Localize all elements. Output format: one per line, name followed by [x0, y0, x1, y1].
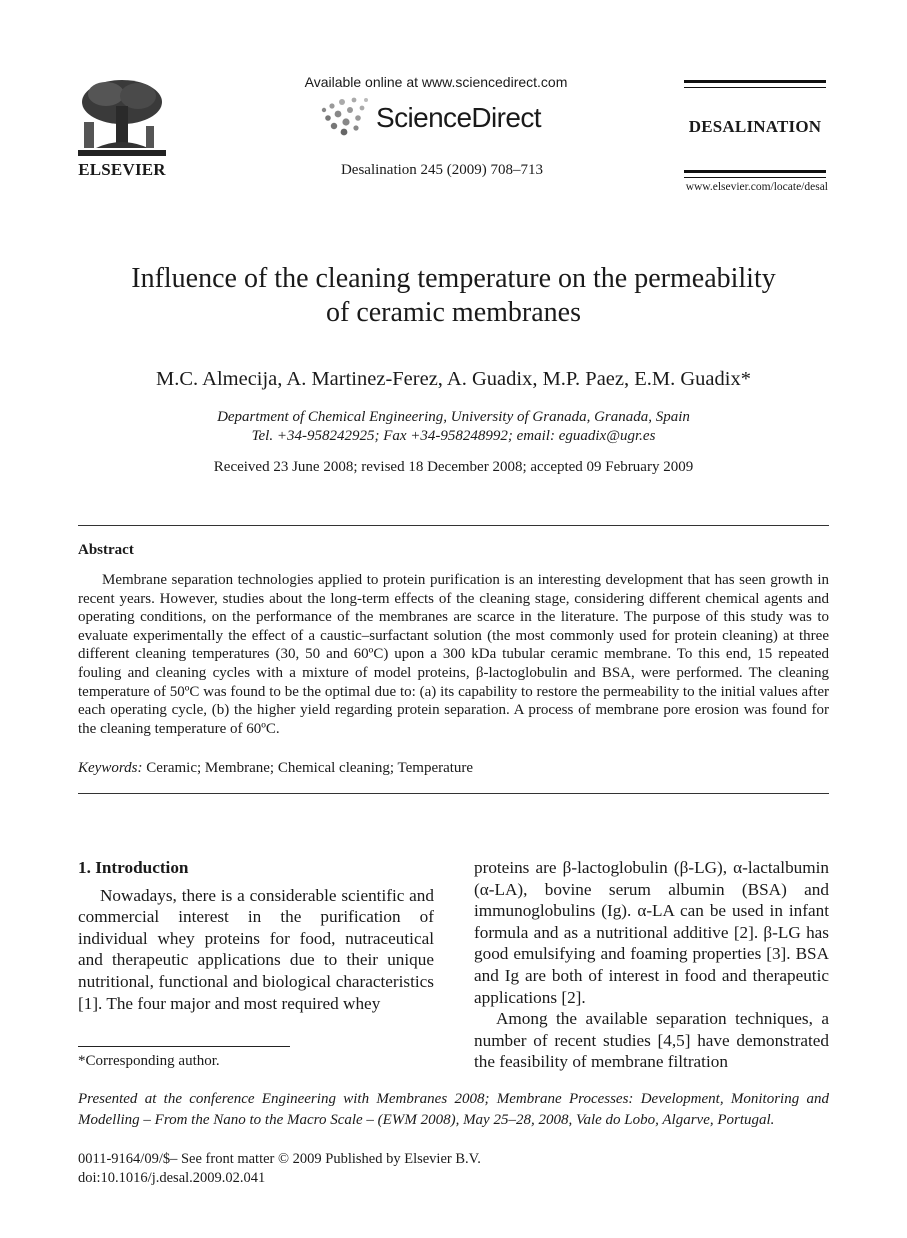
issn-line: 0011-9164/09/$– See front matter © 2009 Published by Elsevier B.V.	[78, 1151, 481, 1167]
footnote-rule	[78, 1046, 290, 1047]
journal-rule	[684, 177, 826, 178]
doi-link[interactable]: doi:10.1016/j.desal.2009.02.041	[78, 1169, 266, 1186]
right-column	[474, 857, 829, 1073]
article-title	[70, 262, 837, 330]
body-paragraph: Nowadays, there is a considerable scientific and commercial interest in the purification of individual whey proteins for food, nutraceutical and therapeutic applications due to their unique nutritional, functional and biological characteristics [1]. The four major and most required whey	[78, 885, 434, 1013]
journal-rule	[684, 80, 826, 83]
sciencedirect-wordmark: ScienceDirect	[376, 102, 541, 133]
keywords-list: Ceramic; Membrane; Chemical cleaning; Temperature	[146, 760, 474, 776]
affiliation	[100, 408, 807, 446]
journal-rule	[684, 87, 826, 88]
journal-url-link[interactable]: www.elsevier.com/locate/desal	[685, 181, 828, 193]
journal-rule	[684, 170, 826, 173]
author-list: M.C. Almecija, A. Martinez-Ferez, A. Guadix, M.P. Paez, E.M. Guadix*	[156, 368, 751, 390]
sciencedirect-dots-icon	[316, 96, 376, 140]
journal-name: DESALINATION	[688, 117, 822, 136]
section-heading: 1. Introduction	[78, 858, 189, 877]
available-online-text[interactable]: Available online at www.sciencedirect.com	[304, 74, 568, 90]
corresponding-author-note: *Corresponding author.	[78, 1053, 220, 1069]
abstract-text: Membrane separation technologies applied to protein purification is an interesting development that has seen growth in recent years. However, studies about the long-term effects of the cleaning stage, considering different chemical agents and operating conditions, on the performance of the membranes are scarce in the literature. The purpose of this study was to evaluate experimentally the effect of a caustic–surfactant solution (the most commonly used for protein cleaning) at three different cleaning temperatures (30, 50 and 60ºC) upon a 300 kDa tubular ceramic membrane. To this end, 15 repeated fouling and cleaning cycles with a mixture of model proteins, β-lactoglobulin and BSA, were performed. The cleaning temperature of 50ºC was found to be the optimal due to: (a) its capability to restore the permeability to the initial values after each operating cycle, (b) the higher yield regarding protein separation. A process of membrane pore erosion was found for the cleaning temperature of 60ºC.	[78, 572, 829, 737]
left-column	[78, 857, 434, 1014]
affiliation-contact: Tel. +34-958242925; Fax +34-958248992; email: eguadix@ugr.es	[251, 428, 656, 444]
journal-citation: Desalination 245 (2009) 708–713	[340, 162, 544, 178]
keywords-line	[78, 760, 829, 777]
conference-note: Presented at the conference Engineering with Membranes 2008; Membrane Processes: Development, Monitoring and Modelling – From the Nano to the Macro Scale – (EWM 2008), May 25–28, 2008, Vale do Lobo, Algarve, Portugal.	[78, 1091, 829, 1128]
affiliation-dept: Department of Chemical Engineering, University of Granada, Granada, Spain	[217, 409, 690, 425]
title-line: Influence of the cleaning temperature on the permeability	[131, 263, 776, 294]
title-line: of ceramic membranes	[326, 297, 581, 328]
divider	[78, 525, 829, 526]
abstract-heading: Abstract	[78, 542, 134, 558]
publisher-name: ELSEVIER	[78, 160, 166, 179]
front-matter	[78, 1150, 481, 1187]
keywords-label: Keywords:	[78, 760, 143, 776]
divider	[78, 793, 829, 794]
body-paragraph: proteins are β-lactoglobulin (β-LG), α-lactalbumin (α-LA), bovine serum albumin (BSA) and immunoglobulins (Ig). α-LA can be used in infant formula and as a nutritional additive [2]. β-LG has good emulsifying and foaming properties [3]. BSA and Ig are both of interest in food and therapeutic applications [2].	[474, 858, 829, 1007]
received-dates: Received 23 June 2008; revised 18 December 2008; accepted 09 February 2009	[213, 459, 694, 475]
body-paragraph: Among the available separation techniques, a number of recent studies [4,5] have demonstrated the feasibility of membrane filtration	[474, 1009, 829, 1072]
